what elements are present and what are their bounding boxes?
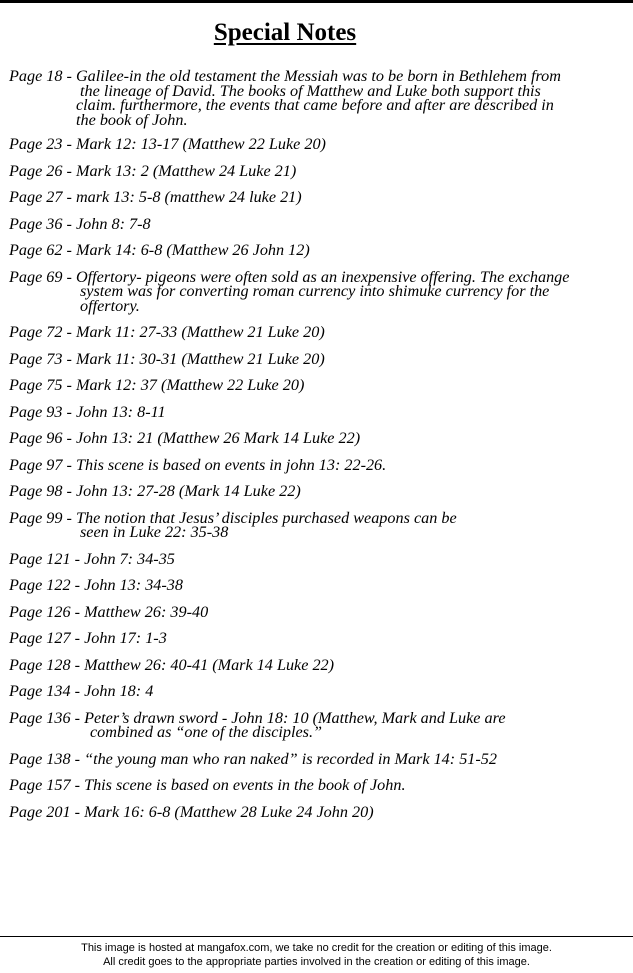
note-line: system was for converting roman currency into shimuke currency for the [80, 282, 550, 300]
note-page-72 [9, 325, 627, 340]
note-line: Page 134 - John 18: 4 [9, 682, 154, 700]
note-line: Page 138 - “the young man who ran naked” is recorded in Mark 14: 51-52 [9, 749, 497, 768]
note-line: Page 69 - Offertory- pigeons were often sold as an inexpensive offering. The exchange [9, 267, 570, 286]
note-line: Page 122 - John 13: 34-38 [9, 576, 183, 594]
note-line: the book of John. [76, 110, 188, 129]
note-page-36 [9, 214, 627, 233]
top-border [0, 0, 633, 3]
note-line: Page 26 - Mark 13: 2 (Matthew 24 Luke 21) [9, 161, 297, 180]
note-line: Page 127 - John 17: 1-3 [9, 629, 167, 647]
page-title: Special Notes [213, 19, 357, 46]
note-page-62 [9, 243, 627, 258]
note-page-122 [9, 578, 627, 593]
footer-credit-line-2: All credit goes to the appropriate parties involved in the creation or editing of this image. [103, 956, 530, 968]
note-line: Page 36 - John 8: 7-8 [9, 214, 151, 233]
note-page-97 [9, 455, 627, 474]
footer-divider [0, 936, 633, 937]
note-line: Page 121 - John 7: 34-35 [9, 549, 175, 568]
note-line: Page 98 - John 13: 27-28 (Mark 14 Luke 22) [9, 482, 301, 500]
note-line: Page 97 - This scene is based on events in john 13: 22-26. [9, 455, 387, 474]
note-page-69 [9, 267, 627, 315]
note-page-18 [9, 69, 627, 127]
note-line: Page 73 - Mark 11: 30-31 (Matthew 21 Luke 20) [9, 349, 325, 368]
note-page-134 [9, 684, 627, 699]
note-page-127 [9, 631, 627, 646]
note-line: Page 72 - Mark 11: 27-33 (Matthew 21 Luke 20) [9, 323, 325, 341]
note-page-138 [9, 749, 627, 768]
note-line: claim. furthermore, the events that came before and after are described in [76, 96, 554, 114]
note-page-96 [9, 431, 627, 446]
note-line: Page 75 - Mark 12: 37 (Matthew 22 Luke 20) [9, 376, 305, 394]
note-line: Page 96 - John 13: 21 (Matthew 26 Mark 14 Luke 22) [9, 429, 361, 447]
note-line: Page 201 - Mark 16: 6-8 (Matthew 28 Luke 24 John 20) [9, 802, 374, 821]
notes-list [9, 69, 627, 819]
note-page-75 [9, 378, 627, 393]
note-page-98 [9, 484, 627, 499]
note-page-26 [9, 161, 627, 180]
note-page-23 [9, 137, 627, 152]
note-page-121 [9, 549, 627, 568]
note-page-128 [9, 655, 627, 674]
note-line: Page 126 - Matthew 26: 39-40 [9, 602, 209, 621]
note-page-99 [9, 508, 627, 541]
note-page-126 [9, 602, 627, 621]
note-page-157 [9, 778, 627, 793]
note-line: combined as “one of the disciples.” [90, 723, 322, 741]
note-page-73 [9, 349, 627, 368]
note-line: seen in Luke 22: 35-38 [80, 523, 229, 541]
note-line: offertory. [80, 296, 140, 315]
note-line: Page 136 - Peter’s drawn sword - John 18: 10 (Matthew, Mark and Luke are [9, 708, 506, 727]
note-line: Page 62 - Mark 14: 6-8 (Matthew 26 John 12) [9, 241, 310, 259]
note-page-136 [9, 708, 627, 741]
footer-credit-line-1: This image is hosted at mangafox.com, we take no credit for the creation or editing of this image. [81, 942, 552, 954]
note-line: Page 18 - Galilee-in the old testament the Messiah was to be born in Bethlehem from [9, 67, 561, 85]
note-page-201 [9, 802, 627, 821]
note-line: the lineage of David. The books of Matthew and Luke both support this [80, 81, 541, 100]
note-line: Page 157 - This scene is based on events in the book of John. [9, 776, 406, 794]
note-line: Page 128 - Matthew 26: 40-41 (Mark 14 Luke 22) [9, 655, 335, 674]
note-line: Page 27 - mark 13: 5-8 (matthew 24 luke 21) [9, 188, 302, 206]
note-line: Page 23 - Mark 12: 13-17 (Matthew 22 Luke 20) [9, 135, 326, 153]
note-line: Page 99 - The notion that Jesus’ disciples purchased weapons can be [9, 508, 457, 527]
note-page-27 [9, 190, 627, 205]
note-line: Page 93 - John 13: 8-11 [9, 402, 166, 421]
note-page-93 [9, 402, 627, 421]
